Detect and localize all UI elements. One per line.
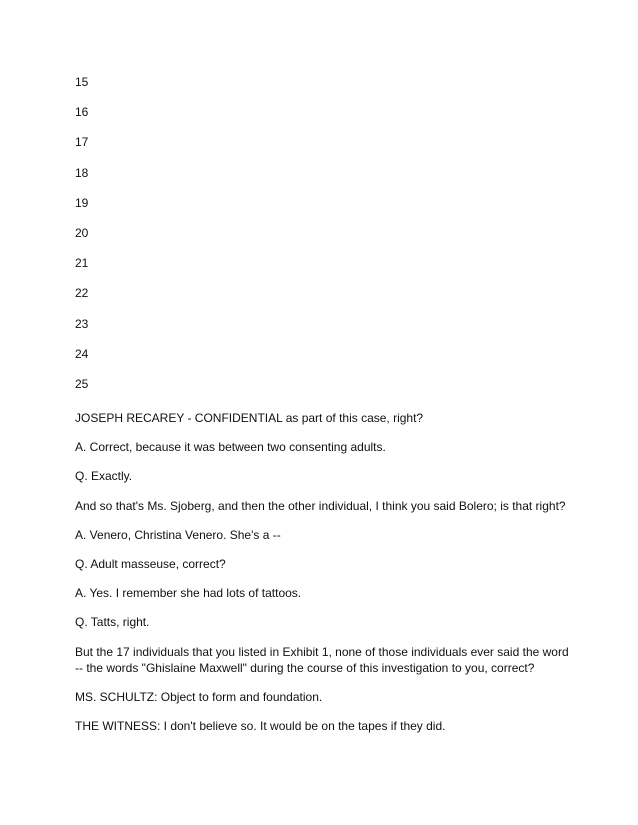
line-number: 24 [75,346,89,361]
line-number: 21 [75,256,89,271]
transcript-paragraph: Q. Adult masseuse, correct? [75,556,226,571]
transcript-paragraph: Q. Exactly. [75,469,133,484]
transcript-paragraph: THE WITNESS: I don't believe so. It would be on the tapes if they did. [75,718,446,733]
transcript-paragraph: JOSEPH RECAREY - CONFIDENTIAL as part of this case, right? [75,411,424,425]
line-number: 19 [75,195,89,210]
transcript-body [75,410,575,747]
line-number: 23 [75,316,89,331]
transcript-paragraph: A. Correct, because it was between two consenting adults. [75,440,386,455]
line-number: 20 [75,225,89,240]
transcript-paragraph: A. Venero, Christina Venero. She's a -- [75,527,281,542]
transcript-paragraph: But the 17 individuals that you listed in Exhibit 1, none of those individuals ever said the word -- the words "Ghislaine Maxwell" during the course of this investigation to you, correct? [75,644,569,675]
transcript-paragraph: MS. SCHULTZ: Object to form and foundation. [75,689,323,704]
line-number: 15 [75,75,89,89]
transcript-paragraph: A. Yes. I remember she had lots of tattoos. [75,586,302,601]
line-number: 22 [75,286,89,301]
line-number: 17 [75,135,89,150]
transcript-paragraph: Q. Tatts, right. [75,615,150,630]
line-number-column [75,74,135,406]
line-number: 18 [75,165,89,180]
line-number: 25 [75,376,89,391]
transcript-paragraph: And so that's Ms. Sjoberg, and then the other individual, I think you said Bolero; is that right? [75,498,566,513]
line-number: 16 [75,105,89,120]
